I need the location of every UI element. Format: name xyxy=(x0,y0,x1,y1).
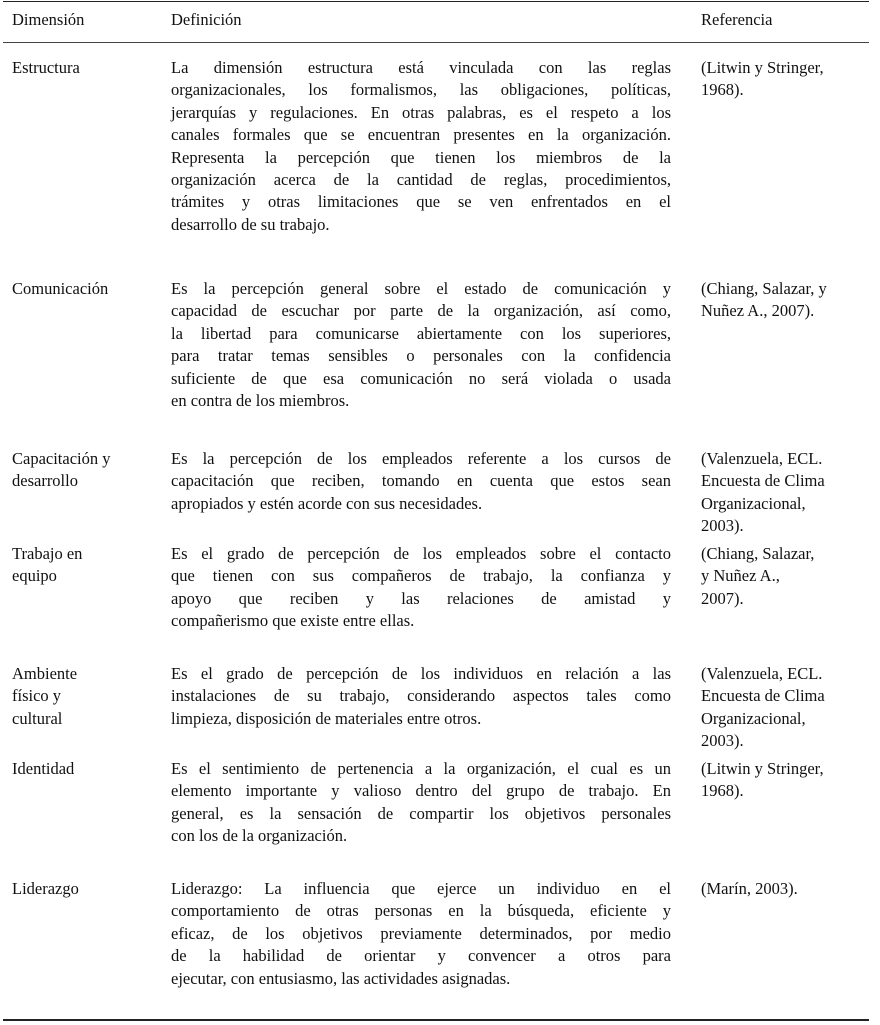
reference-cell xyxy=(701,543,851,610)
definition-cell-line: organizacionales, los formalismos, las obligaciones, políticas, xyxy=(171,80,671,100)
reference-cell-line: (Valenzuela, ECL. xyxy=(701,449,823,468)
header-reference: Referencia xyxy=(701,10,773,29)
header-definition: Definición xyxy=(171,10,242,29)
definition-cell-line: en contra de los miembros. xyxy=(171,391,350,411)
reference-cell-line: 2007). xyxy=(701,588,744,608)
reference-cell-line: Encuesta de Clima xyxy=(701,471,825,491)
dimension-cell-line: físico y xyxy=(12,686,62,706)
reference-cell-line: (Litwin y Stringer, xyxy=(701,759,824,778)
definition-cell-line: Liderazgo: La influencia que ejerce un individuo en el xyxy=(171,879,671,898)
dimension-cell-line: cultural xyxy=(12,708,63,728)
reference-cell-line: Organizacional, xyxy=(701,493,806,513)
header-dimension: Dimensión xyxy=(12,10,85,29)
definition-cell xyxy=(171,758,671,848)
definition-cell-line: limpieza, disposición de materiales entre otros. xyxy=(171,708,482,728)
definition-cell-line: Es la percepción general sobre el estado de comunicación y xyxy=(171,279,671,298)
reference-cell-line: Organizacional, xyxy=(701,708,806,728)
reference-cell-line: (Chiang, Salazar, y xyxy=(701,279,827,298)
definition-cell-line: Es el grado de percepción de los empleados sobre el contacto xyxy=(171,544,671,563)
definition-cell-line: la libertad para comunicarse abiertamente con los superiores, xyxy=(171,323,671,343)
dimension-cell xyxy=(12,448,152,493)
definition-cell-line: La dimensión estructura está vinculada con las reglas xyxy=(171,58,671,77)
dimension-cell xyxy=(12,57,152,79)
definition-cell-line: Es el grado de percepción de los individuos en relación a las xyxy=(171,664,671,683)
definition-cell-line: de la habilidad de orientar y convencer a otros para xyxy=(171,946,671,966)
dimension-cell xyxy=(12,543,152,588)
definition-cell xyxy=(171,543,671,633)
reference-cell xyxy=(701,663,851,753)
definition-cell-line: Es la percepción de los empleados referente a los cursos de xyxy=(171,449,671,468)
definition-cell-line: general, es la sensación de compartir los objetivos personales xyxy=(171,803,671,823)
table-bottom-rule xyxy=(3,1019,869,1021)
definition-cell-line: apoyo que reciben y las relaciones de amistad y xyxy=(171,588,671,608)
reference-cell-line: 1968). xyxy=(701,781,744,801)
dimension-cell-line: Identidad xyxy=(12,759,75,778)
definition-cell-line: Representa la percepción que tienen los miembros de la xyxy=(171,147,671,167)
definition-cell-line: instalaciones de su trabajo, considerando aspectos tales como xyxy=(171,686,671,706)
definition-cell-line: trámites y otras limitaciones que se ven enfrentados en el xyxy=(171,192,671,212)
definition-cell-line: capacitación que reciben, tomando en cuenta que estos sean xyxy=(171,471,671,491)
definition-cell xyxy=(171,57,671,236)
definition-cell-line: comportamiento de otras personas en la búsqueda, eficiente y xyxy=(171,901,671,921)
dimension-cell-line: Trabajo en xyxy=(12,544,83,563)
definition-cell-line: desarrollo de su trabajo. xyxy=(171,214,330,234)
reference-cell-line: (Marín, 2003). xyxy=(701,879,798,898)
reference-cell xyxy=(701,278,851,323)
dimension-cell-line: Capacitación y xyxy=(12,449,111,468)
definition-cell-line: eficaz, de los objetivos previamente determinados, por medio xyxy=(171,923,671,943)
definition-cell-line: para tratar temas sensibles o personales con la confidencia xyxy=(171,346,671,366)
reference-cell-line: y Nuñez A., xyxy=(701,566,780,586)
definition-cell-line: compañerismo que existe entre ellas. xyxy=(171,611,415,631)
table-top-rule xyxy=(3,1,869,2)
definition-cell-line: apropiados y estén acorde con sus necesidades. xyxy=(171,493,483,513)
dimension-cell-line: Comunicación xyxy=(12,279,109,298)
dimension-cell-line: Estructura xyxy=(12,58,80,77)
definition-cell-line: ejecutar, con entusiasmo, las actividades asignadas. xyxy=(171,968,511,988)
dimension-cell-line: Ambiente xyxy=(12,664,78,683)
definition-cell xyxy=(171,878,671,990)
definition-cell-line: jerarquías y regulaciones. En otras palabras, es el respeto a los xyxy=(171,102,671,122)
definition-cell-line: suficiente de que esa comunicación no será violada o usada xyxy=(171,368,671,388)
dimension-cell xyxy=(12,878,152,900)
definition-cell xyxy=(171,663,671,730)
dimension-cell-line: equipo xyxy=(12,566,57,586)
dimension-cell-line: Liderazgo xyxy=(12,879,79,898)
definition-cell-line: con los de la organización. xyxy=(171,826,348,846)
definition-cell xyxy=(171,448,671,515)
reference-cell xyxy=(701,57,851,102)
reference-cell-line: 2003). xyxy=(701,516,744,536)
definition-cell-line: que tienen con sus compañeros de trabajo, la confianza y xyxy=(171,566,671,586)
definition-cell-line: Es el sentimiento de pertenencia a la organización, el cual es un xyxy=(171,759,671,778)
reference-cell-line: Nuñez A., 2007). xyxy=(701,301,815,321)
reference-cell-line: (Litwin y Stringer, xyxy=(701,58,824,77)
reference-cell-line: (Valenzuela, ECL. xyxy=(701,664,823,683)
reference-cell-line: Encuesta de Clima xyxy=(701,686,825,706)
definition-cell xyxy=(171,278,671,412)
dimension-cell xyxy=(12,663,152,730)
dimension-cell-line: desarrollo xyxy=(12,471,78,491)
header-rule xyxy=(3,42,869,43)
definition-cell-line: elemento importante y valioso dentro del grupo de trabajo. En xyxy=(171,781,671,801)
reference-cell-line: 2003). xyxy=(701,731,744,751)
dimension-cell xyxy=(12,278,152,300)
definition-cell-line: organización acerca de la cantidad de reglas, procedimientos, xyxy=(171,170,671,190)
definition-cell-line: capacidad de escuchar por parte de la organización, así como, xyxy=(171,301,671,321)
reference-cell xyxy=(701,878,851,900)
reference-cell-line: 1968). xyxy=(701,80,744,100)
reference-cell-line: (Chiang, Salazar, xyxy=(701,544,815,563)
reference-cell xyxy=(701,758,851,803)
definition-cell-line: canales formales que se encuentran presentes en la organización. xyxy=(171,125,671,145)
reference-cell xyxy=(701,448,851,538)
dimension-cell xyxy=(12,758,152,780)
